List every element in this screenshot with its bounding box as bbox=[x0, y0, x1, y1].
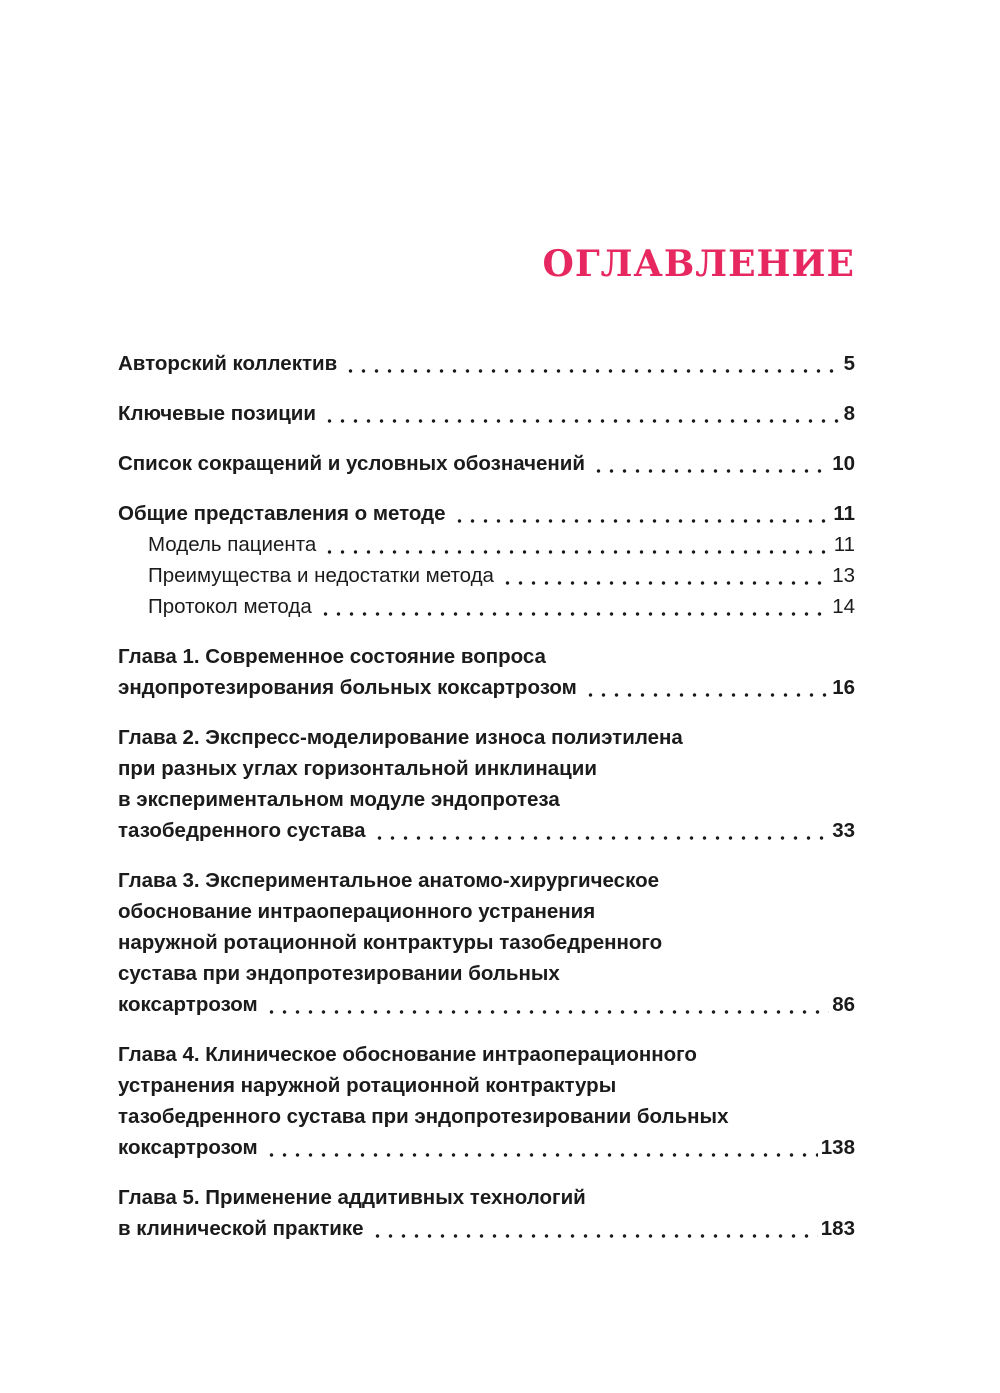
toc-entry-row bbox=[118, 989, 855, 1020]
dot-leader bbox=[371, 1234, 818, 1238]
dot-leader bbox=[344, 369, 840, 373]
page-number: 10 bbox=[832, 452, 855, 476]
toc-entry-line: тазобедренного сустава при эндопротезировании больных bbox=[118, 1105, 729, 1129]
toc-entry-label: Общие представления о методе bbox=[118, 502, 446, 526]
toc-entry bbox=[118, 448, 855, 479]
toc-entry bbox=[118, 348, 855, 379]
dot-leader bbox=[265, 1153, 818, 1157]
page-number: 8 bbox=[843, 402, 855, 426]
page-number: 14 bbox=[832, 595, 855, 619]
dot-leader bbox=[592, 469, 829, 473]
page-number: 11 bbox=[833, 502, 855, 526]
toc-entry-row bbox=[148, 591, 855, 622]
toc-entry-line: Глава 4. Клиническое обоснование интраоперационного bbox=[118, 1043, 697, 1067]
toc-entry-row bbox=[118, 448, 855, 479]
dot-leader bbox=[453, 519, 831, 523]
toc-subentry bbox=[118, 529, 855, 560]
toc-entry-chapter-3 bbox=[118, 865, 855, 1020]
dot-leader bbox=[501, 581, 829, 585]
toc-entry-row bbox=[148, 529, 855, 560]
toc-entry-label: в клинической практике bbox=[118, 1217, 364, 1241]
toc-entry bbox=[118, 398, 855, 429]
toc-entry-row bbox=[118, 348, 855, 379]
dot-leader bbox=[584, 693, 829, 697]
toc-entry-label: тазобедренного сустава bbox=[118, 819, 366, 843]
toc-entry-line: обоснование интраоперационного устранения bbox=[118, 900, 596, 924]
toc-entry-line: устранения наружной ротационной контрактуры bbox=[118, 1074, 617, 1098]
page-number: 11 bbox=[833, 533, 855, 557]
toc-entry-row bbox=[118, 1213, 855, 1244]
toc-entry-line: Глава 5. Применение аддитивных технологий bbox=[118, 1186, 586, 1210]
toc-entry-label: Преимущества и недостатки метода bbox=[148, 564, 494, 588]
page-number: 183 bbox=[820, 1217, 855, 1241]
dot-leader bbox=[373, 836, 830, 840]
toc-entry-line: Глава 3. Экспериментальное анатомо-хирургическое bbox=[118, 869, 659, 893]
toc-entry-row bbox=[118, 498, 855, 529]
toc-entry-line: наружной ротационной контрактуры тазобедренного bbox=[118, 931, 663, 955]
toc-entry-chapter-5 bbox=[118, 1182, 855, 1244]
toc-entry-chapter-4 bbox=[118, 1039, 855, 1163]
toc-entry-label: Список сокращений и условных обозначений bbox=[118, 452, 585, 476]
toc-entry-row bbox=[118, 1132, 855, 1163]
toc-entry-label: Протокол метода bbox=[148, 595, 312, 619]
page-number: 86 bbox=[832, 993, 855, 1017]
toc-subentry bbox=[118, 560, 855, 591]
toc-entry-line: при разных углах горизонтальной инклинации bbox=[118, 757, 597, 781]
page-number: 138 bbox=[820, 1136, 855, 1160]
dot-leader bbox=[265, 1010, 829, 1014]
toc-entry-line: Глава 2. Экспресс-моделирование износа полиэтилена bbox=[118, 726, 683, 750]
dot-leader bbox=[323, 550, 830, 554]
dot-leader bbox=[323, 419, 841, 423]
dot-leader bbox=[319, 612, 829, 616]
toc-entry-line: в экспериментальном модуле эндопротеза bbox=[118, 788, 560, 812]
page-number: 5 bbox=[843, 352, 855, 376]
toc-entry-label: Авторский коллектив bbox=[118, 352, 338, 376]
toc-entry-label: Модель пациента bbox=[148, 533, 317, 557]
toc-entry-row bbox=[148, 560, 855, 591]
toc-content bbox=[118, 0, 855, 1244]
toc-entry-row bbox=[118, 815, 855, 846]
page-number: 33 bbox=[832, 819, 855, 843]
toc-entry-label: Ключевые позиции bbox=[118, 402, 317, 426]
page-number: 16 bbox=[832, 676, 855, 700]
toc-entry bbox=[118, 498, 855, 529]
toc-entry-line: сустава при эндопротезировании больных bbox=[118, 962, 560, 986]
toc-entry-label: коксартрозом bbox=[118, 993, 258, 1017]
toc-entry-line: Глава 1. Современное состояние вопроса bbox=[118, 645, 546, 669]
toc-entry-row bbox=[118, 398, 855, 429]
toc-entry-chapter-2 bbox=[118, 722, 855, 846]
toc-entry-chapter-1 bbox=[118, 641, 855, 703]
toc-entry-row bbox=[118, 672, 855, 703]
toc-subentry bbox=[118, 591, 855, 622]
toc-list bbox=[118, 348, 855, 1244]
toc-entry-label: коксартрозом bbox=[118, 1136, 258, 1160]
toc-entry-label: эндопротезирования больных коксартрозом bbox=[118, 676, 577, 700]
page-number: 13 bbox=[832, 564, 855, 588]
page-title: ОГЛАВЛЕНИЕ bbox=[542, 243, 855, 285]
